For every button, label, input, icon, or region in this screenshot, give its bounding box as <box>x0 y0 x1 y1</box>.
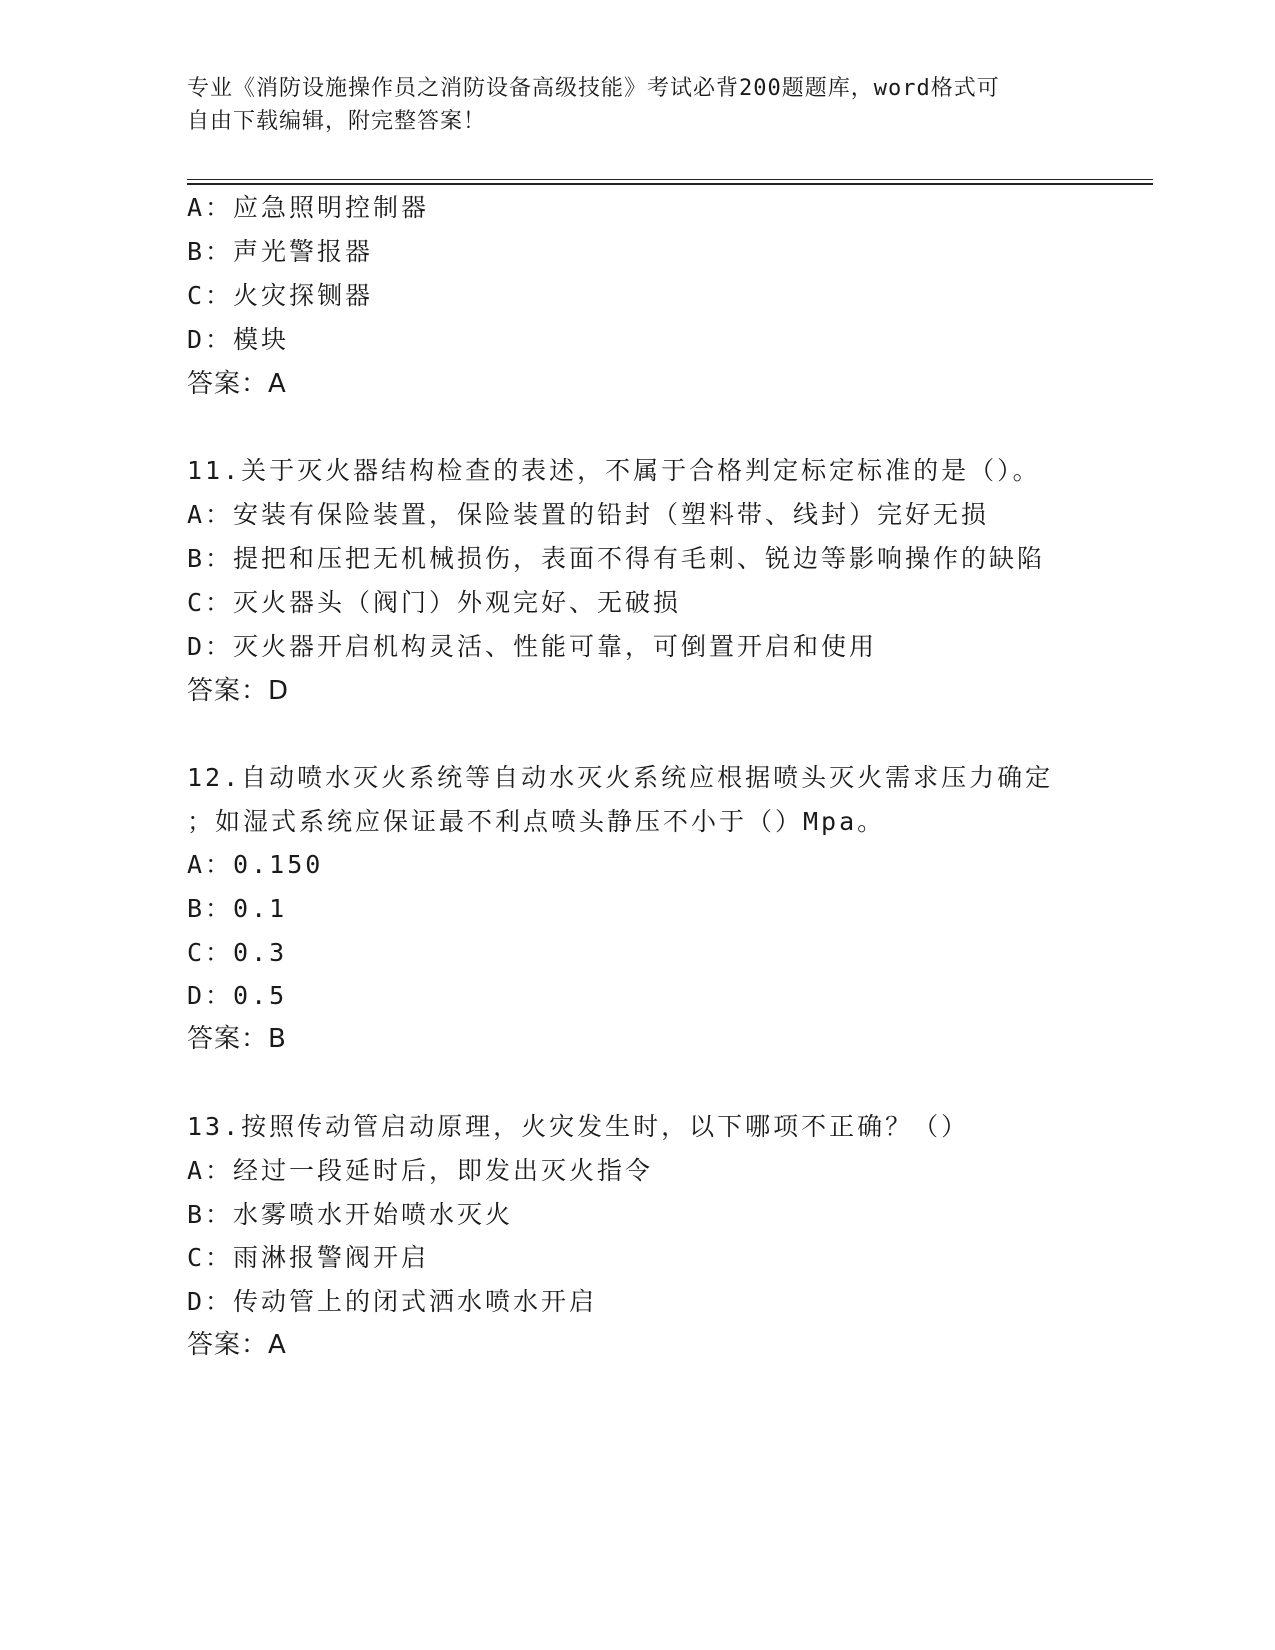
q12-option-d: D：0.5 <box>187 981 288 1010</box>
q11-option-b: B：提把和压把无机械损伤，表面不得有毛刺、锐边等影响操作的缺陷 <box>187 544 1046 573</box>
q10-option-c: C：火灾探铡器 <box>187 281 374 310</box>
q12-stem-line-1: 12.自动喷水灭火系统等自动水灭火系统应根据喷头灭火需求压力确定 <box>187 763 1054 792</box>
q13-option-d: D：传动管上的闭式洒水喷水开启 <box>187 1287 598 1316</box>
q10-option-b: B：声光警报器 <box>187 237 374 266</box>
q11-option-c: C：灭火器头（阀门）外观完好、无破损 <box>187 588 682 617</box>
document-header <box>187 72 1067 138</box>
q12-option-a: A：0.150 <box>187 850 324 879</box>
header-line-2: 自由下载编辑，附完整答案！ <box>187 109 487 134</box>
header-divider-thick <box>187 183 1153 185</box>
q11-stem: 11.关于灭火器结构检查的表述，不属于合格判定标定标准的是（）。 <box>187 456 1041 485</box>
q13-answer: 答案：A <box>187 1330 287 1360</box>
header-line-1: 专业《消防设施操作员之消防设备高级技能》考试必背200题题库，word格式可 <box>187 76 1000 101</box>
q10-option-a: A：应急照明控制器 <box>187 193 430 222</box>
q11-option-a: A：安装有保险装置，保险装置的铅封（塑料带、线封）完好无损 <box>187 500 990 529</box>
header-divider-thin <box>187 179 1153 180</box>
q10-answer: 答案：A <box>187 369 287 399</box>
q13-option-b: B：水雾喷水开始喷水灭火 <box>187 1200 514 1229</box>
q13-stem: 13.按照传动管启动原理，火灾发生时，以下哪项不正确？（） <box>187 1112 970 1141</box>
q11-option-d: D：灭火器开启机构灵活、性能可靠，可倒置开启和使用 <box>187 632 878 661</box>
q12-option-c: C：0.3 <box>187 938 288 967</box>
q12-stem-line-2: ；如湿式系统应保证最不利点喷头静压不小于（）Mpa。 <box>187 807 886 836</box>
q13-option-c: C：雨淋报警阀开启 <box>187 1243 430 1272</box>
q11-answer: 答案：D <box>187 676 290 706</box>
q12-option-b: B：0.1 <box>187 894 288 923</box>
q12-answer: 答案：B <box>187 1024 287 1054</box>
q13-option-a: A：经过一段延时后，即发出灭火指令 <box>187 1156 654 1185</box>
q10-option-d: D：模块 <box>187 325 290 354</box>
